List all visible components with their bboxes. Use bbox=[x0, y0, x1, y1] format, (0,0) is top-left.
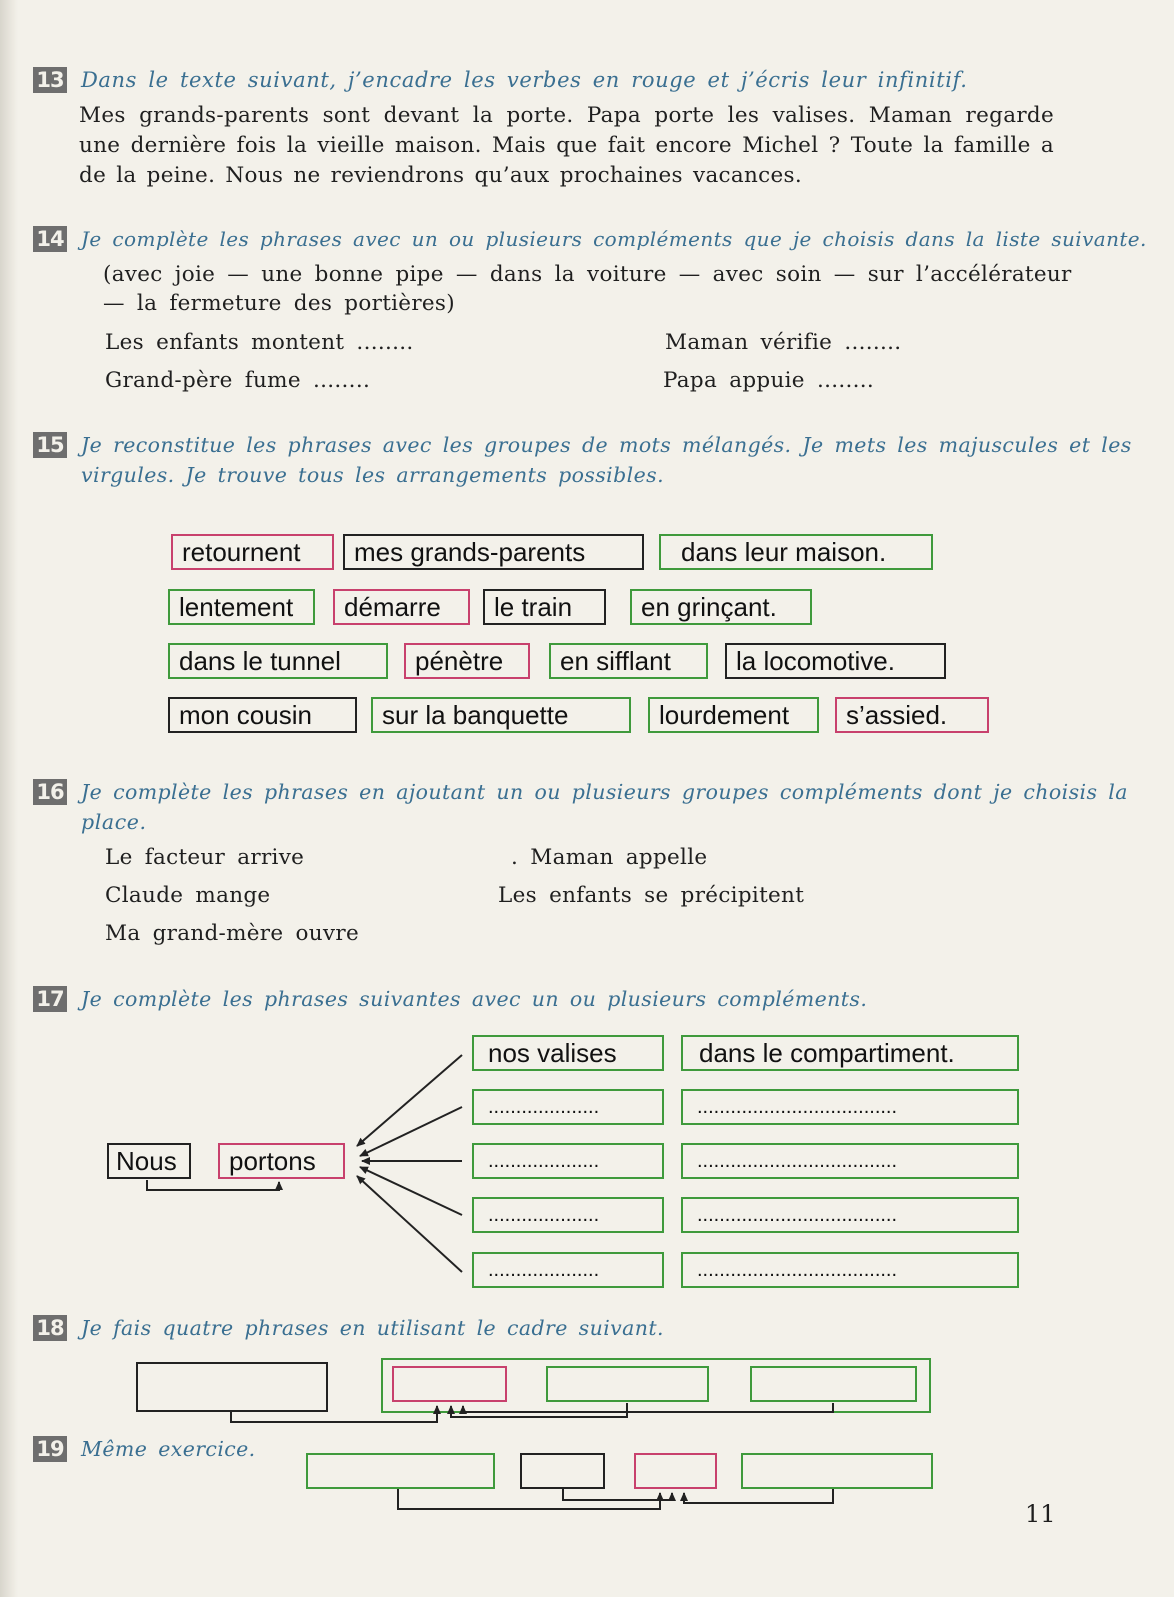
exercise-instruction: Je fais quatre phrases en utilisant le cadre suivant. bbox=[81, 1316, 664, 1340]
exercise-number: 15 bbox=[33, 432, 67, 458]
sentence: Claude mange bbox=[105, 883, 271, 908]
subject-box: Nous bbox=[107, 1143, 191, 1179]
exercise-text: Mes grands-parents sont devant la porte. Papa porte les valises. Maman regarde une dernière fois la vieille maison. Mais que fait encore Michel ? Toute la famille a de la peine. Nous ne reviendrons qu’aux prochaines vacances. bbox=[79, 103, 1054, 188]
frame-link bbox=[463, 1403, 833, 1412]
arrow-line bbox=[360, 1107, 462, 1156]
exercise-instruction: place. bbox=[81, 810, 147, 834]
word-group-box: en sifflant bbox=[549, 643, 708, 679]
exercise-number: 17 bbox=[33, 986, 67, 1012]
word-group-box: s’assied. bbox=[835, 697, 989, 733]
word-group-box: le train bbox=[483, 589, 606, 625]
word-group-box: démarre bbox=[333, 589, 470, 625]
complement-box: nos valises bbox=[472, 1035, 664, 1071]
word-group-box: mon cousin bbox=[168, 697, 357, 733]
exercise-instruction: Je complète les phrases avec un ou plusieurs compléments que je choisis dans la liste suivante. bbox=[81, 227, 1147, 251]
exercise-instruction: Dans le texte suivant, j’encadre les verbes en rouge et j’écris leur infinitif. bbox=[81, 68, 968, 92]
exercise-number: 19 bbox=[33, 1436, 67, 1462]
complement-blank[interactable]: .................... bbox=[472, 1252, 664, 1288]
exercise-instruction: Je reconstitue les phrases avec les groupes de mots mélangés. Je mets les majuscules et les bbox=[81, 433, 1132, 457]
word-group-box: lourdement bbox=[648, 697, 819, 733]
sentence: Les enfants se précipitent bbox=[498, 883, 805, 908]
sentence: Les enfants montent ........ bbox=[105, 330, 414, 355]
verb-box: portons bbox=[218, 1143, 345, 1179]
word-group-box: dans le tunnel bbox=[168, 643, 388, 679]
subject-verb-link bbox=[147, 1180, 279, 1190]
complement-blank[interactable]: .................................... bbox=[681, 1197, 1019, 1233]
word-list-line: — la fermeture des portières) bbox=[103, 291, 455, 316]
sentence: Ma grand-mère ouvre bbox=[105, 921, 359, 946]
word-group-box: pénètre bbox=[404, 643, 530, 679]
frame-link bbox=[231, 1406, 437, 1422]
word-group-box: la locomotive. bbox=[725, 643, 946, 679]
word-list-line: (avec joie — une bonne pipe — dans la voiture — avec soin — sur l’accélérateur bbox=[103, 262, 1072, 287]
complement-blank[interactable]: .................... bbox=[472, 1143, 664, 1179]
frame-link bbox=[563, 1489, 672, 1500]
exercise-number: 13 bbox=[33, 67, 67, 93]
word-group-box: lentement bbox=[168, 589, 315, 625]
exercise-number: 16 bbox=[33, 779, 67, 805]
sentence: Le facteur arrive bbox=[105, 845, 305, 870]
sentence: Papa appuie ........ bbox=[663, 368, 875, 393]
exercise-instruction: Même exercice. bbox=[81, 1437, 256, 1461]
word-group-box: sur la banquette bbox=[371, 697, 631, 733]
sentence: Grand-père fume ........ bbox=[105, 368, 371, 393]
frame-link bbox=[684, 1489, 833, 1503]
complement-box: dans le compartiment. bbox=[681, 1035, 1019, 1071]
sentence: Maman vérifie ........ bbox=[665, 330, 902, 355]
word-group-box: dans leur maison. bbox=[659, 534, 933, 570]
word-group-box: mes grands-parents bbox=[343, 534, 644, 570]
exercise-instruction: Je complète les phrases en ajoutant un ou plusieurs groupes compléments dont je choisis la bbox=[81, 780, 1128, 804]
page-number: 11 bbox=[1025, 1500, 1056, 1528]
arrow-line bbox=[360, 1167, 462, 1215]
complement-blank[interactable]: .................................... bbox=[681, 1089, 1019, 1125]
exercise-instruction: Je complète les phrases suivantes avec un ou plusieurs compléments. bbox=[81, 987, 868, 1011]
exercise-number: 14 bbox=[33, 226, 67, 252]
complement-blank[interactable]: .................................... bbox=[681, 1252, 1019, 1288]
sentence: . Maman appelle bbox=[511, 845, 708, 870]
complement-blank[interactable]: .................... bbox=[472, 1089, 664, 1125]
complement-blank[interactable]: .................... bbox=[472, 1197, 664, 1233]
frame-link bbox=[451, 1403, 627, 1417]
complement-blank[interactable]: .................................... bbox=[681, 1143, 1019, 1179]
exercise-instruction: virgules. Je trouve tous les arrangements possibles. bbox=[81, 463, 664, 487]
word-group-box: retournent bbox=[171, 534, 334, 570]
exercise-number: 18 bbox=[33, 1315, 67, 1341]
word-group-box: en grinçant. bbox=[630, 589, 812, 625]
